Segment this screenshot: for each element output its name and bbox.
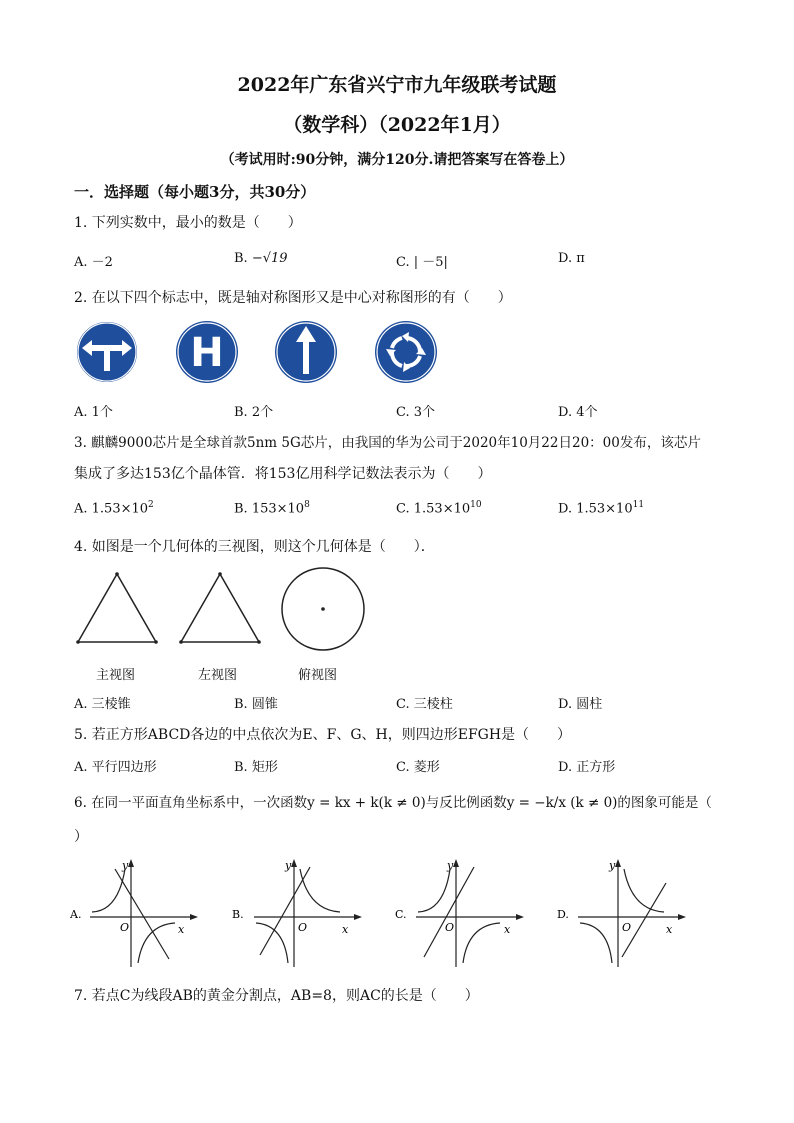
question-3-option-a: A. $1.53\times 10^2$ xyxy=(74,500,154,517)
question-1-option-b xyxy=(234,251,288,266)
front-view-caption: 主视图 xyxy=(96,668,136,683)
option-b-prefix: B. xyxy=(234,251,252,266)
question-7-stem: 7. 若点C为线段AB的黄金分割点，AB=8，则AC的长是（ ） xyxy=(74,988,479,1004)
graph-a-label: A. xyxy=(70,908,82,921)
question-2-stem: 2. 在以下四个标志中，既是轴对称图形又是中心对称图形的有（ ） xyxy=(74,290,512,306)
section-heading: 一．选择题（每小题3分，共30分） xyxy=(74,183,316,201)
question-5-option-c: C. 菱形 xyxy=(396,760,440,775)
graph-c-x: x xyxy=(504,923,511,936)
question-6-stem-end: ） xyxy=(74,829,88,845)
question-4-option-d: D. 圆柱 xyxy=(558,697,603,712)
question-2-option-a: A. 1个 xyxy=(74,405,113,420)
top-view-caption: 俯视图 xyxy=(298,668,338,683)
question-3-line-1: 3. 麒麟9000芯片是全球首款5nm 5G芯片，由我国的华为公司于2020年10月22日20：00发布，该芯片 xyxy=(74,435,701,451)
front-view-triangle xyxy=(76,572,158,644)
page-title: 2022年广东省兴宁市九年级联考试题 xyxy=(237,74,557,96)
question-3-option-d: D. $1.53\times 10^{11}$ xyxy=(558,500,645,517)
sign-h-letter: H xyxy=(190,330,224,376)
question-5-option-a: A. 平行四边形 xyxy=(74,760,157,775)
question-6-stem: 6. 在同一平面直角坐标系中，一次函数y = kx + k(k ≠ 0)与反比例函数y = −k/x (k ≠ 0)的图象可能是（ xyxy=(74,795,712,811)
top-view-circle xyxy=(282,568,364,650)
graph-c xyxy=(395,859,524,967)
question-2-option-b: B. 2个 xyxy=(234,405,274,420)
question-2-option-d: D. 4个 xyxy=(558,405,598,420)
side-view-triangle xyxy=(179,572,261,644)
graph-c-y: y xyxy=(447,859,454,872)
graph-c-o: O xyxy=(445,921,455,934)
question-1-option-c: C. | －5| xyxy=(396,255,448,270)
graph-a xyxy=(70,859,198,967)
hospital-h-sign-icon xyxy=(176,321,238,383)
graph-d-o: O xyxy=(622,921,632,934)
graph-d xyxy=(557,859,686,967)
sqrt-expression: −√19 xyxy=(251,251,288,266)
three-view-drawing xyxy=(70,566,370,656)
question-1-stem: 1. 下列实数中，最小的数是（ ） xyxy=(74,215,302,231)
question-5-stem: 5. 若正方形ABCD各边的中点依次为E、F、G、H，则四边形EFGH是（ ） xyxy=(74,727,572,743)
roundabout-sign-icon xyxy=(375,321,437,383)
graph-a-x: x xyxy=(178,923,185,936)
graph-a-o: O xyxy=(120,921,130,934)
question-3-line-2: 集成了多达153亿个晶体管．将153亿用科学记数法表示为（ ） xyxy=(74,466,492,482)
question-2-option-c: C. 3个 xyxy=(396,405,436,420)
question-5-option-b: B. 矩形 xyxy=(234,760,278,775)
graph-d-x: x xyxy=(666,923,673,936)
question-4-option-a: A. 三棱锥 xyxy=(74,697,131,712)
graph-b-x: x xyxy=(342,923,349,936)
question-2-signs xyxy=(70,318,450,388)
graph-b-label: B. xyxy=(232,908,244,921)
question-5-option-d: D. 正方形 xyxy=(558,760,616,775)
question-6-graphs xyxy=(70,855,690,970)
question-4-option-b: B. 圆锥 xyxy=(234,697,278,712)
graph-a-y: y xyxy=(122,859,129,872)
page-subtitle: （数学科）（2022年1月） xyxy=(283,114,511,136)
graph-d-label: D. xyxy=(557,908,569,921)
graph-c-label: C. xyxy=(395,908,407,921)
question-4-stem: 4. 如图是一个几何体的三视图，则这个几何体是（ ）． xyxy=(74,539,435,555)
exam-note: （考试用时:90分钟，满分120分.请把答案写在答卷上） xyxy=(220,152,574,168)
graph-b-y: y xyxy=(285,859,292,872)
side-view-caption: 左视图 xyxy=(198,668,238,683)
question-1-option-d: D. π xyxy=(558,251,585,266)
question-3-option-c: C. $1.53\times 10^{10}$ xyxy=(396,500,482,517)
turn-left-right-sign-icon xyxy=(76,321,138,383)
graph-b-o: O xyxy=(298,921,308,934)
question-3-option-b: B. $153\times 10^8$ xyxy=(234,500,310,517)
graph-b xyxy=(232,859,362,967)
graph-d-y: y xyxy=(609,859,616,872)
question-1-option-a: A. －2 xyxy=(74,255,113,270)
straight-arrow-sign-icon xyxy=(275,321,337,383)
question-4-option-c: C. 三棱柱 xyxy=(396,697,453,712)
